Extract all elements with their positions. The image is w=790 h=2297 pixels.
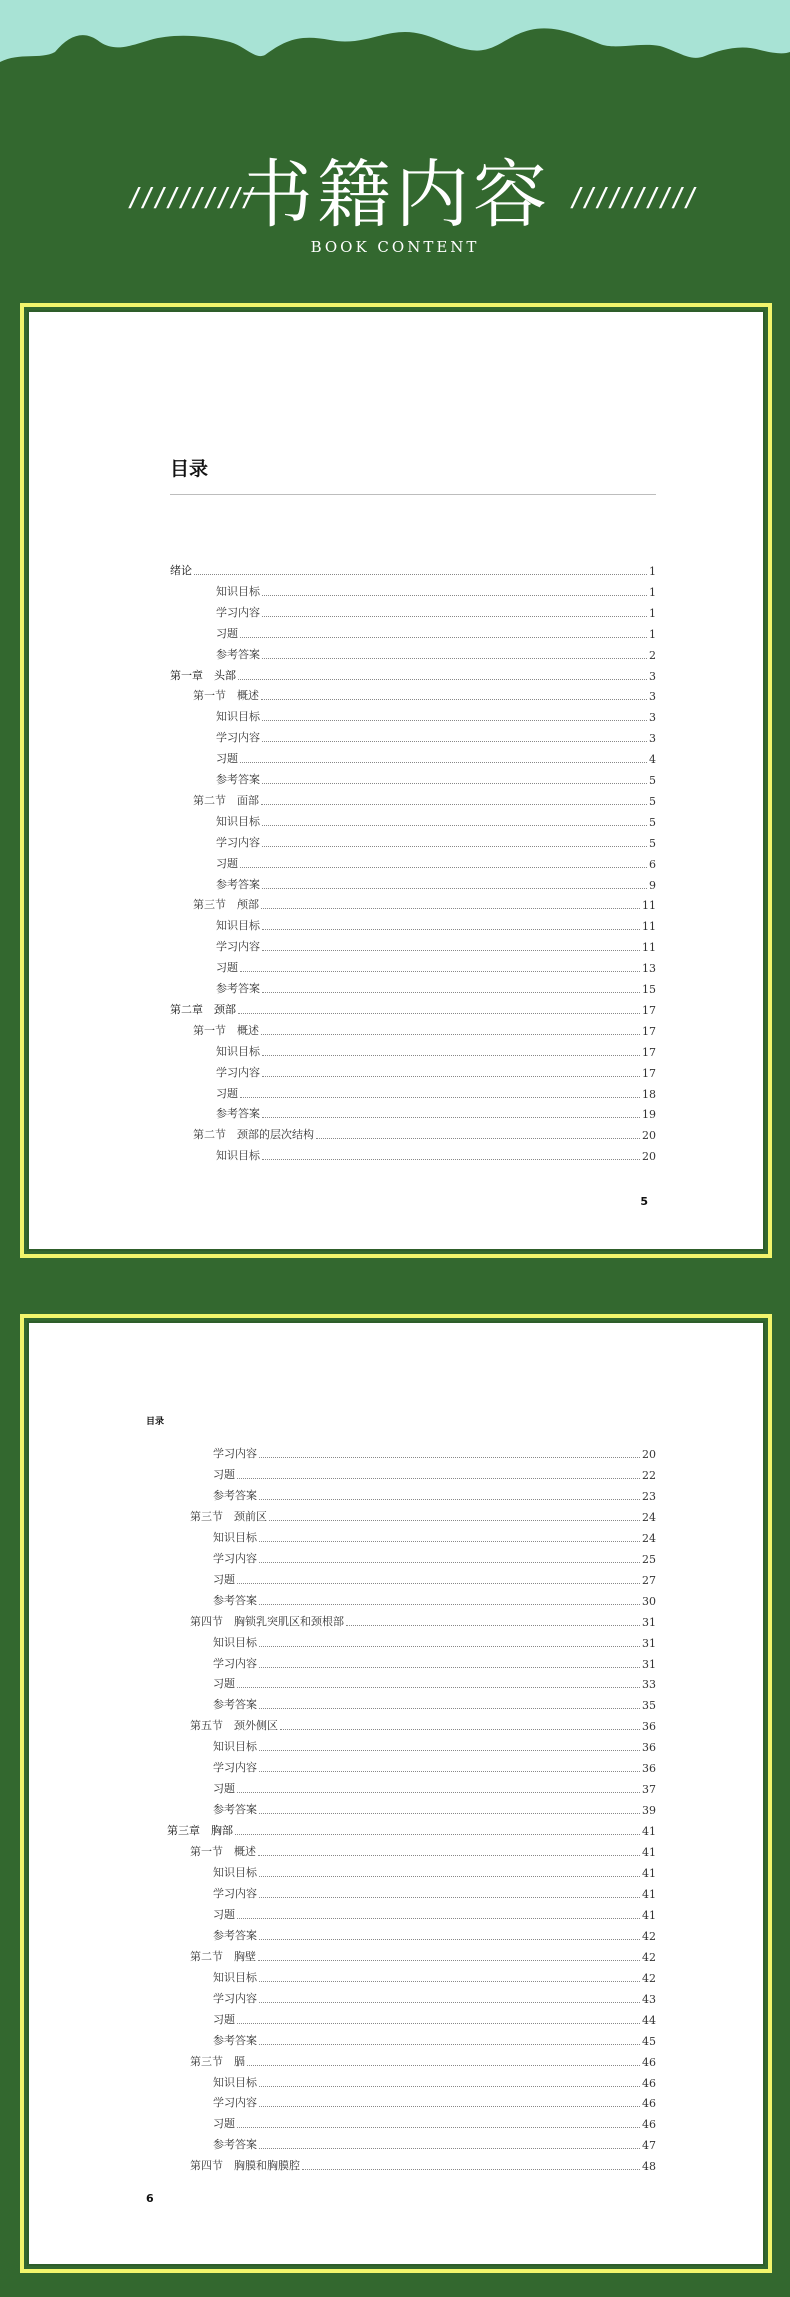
toc-entry-page: 3 xyxy=(649,732,656,746)
toc-entry-page: 5 xyxy=(649,794,656,808)
dot-leader xyxy=(240,637,647,638)
toc-entry xyxy=(213,1464,656,1482)
toc-entry-page: 22 xyxy=(642,1468,656,1482)
toc-entry xyxy=(170,560,656,578)
dot-leader xyxy=(262,1159,640,1160)
dot-leader xyxy=(259,1708,640,1709)
right-slash-decoration: ////////// xyxy=(569,183,696,213)
toc-entry-label: 学习内容 xyxy=(213,1886,257,1900)
toc-entry-label: 习题 xyxy=(213,1677,235,1691)
toc-entry xyxy=(170,665,656,683)
toc-entry xyxy=(213,1653,656,1671)
dot-leader xyxy=(262,658,647,659)
toc-entry-page: 36 xyxy=(642,1720,656,1734)
dot-leader xyxy=(262,1055,640,1056)
toc-entry-label: 第一节 概述 xyxy=(193,689,259,703)
toc-entry-page: 41 xyxy=(642,1887,656,1901)
toc-entry-page: 1 xyxy=(649,606,656,620)
toc-entry-page: 20 xyxy=(642,1448,656,1461)
toc-entry-label: 学习内容 xyxy=(216,1065,260,1079)
toc-entry-page: 41 xyxy=(642,1825,656,1839)
toc-entry-page: 46 xyxy=(642,2055,656,2069)
page-number: 5 xyxy=(640,1195,648,1208)
toc-list-page-2 xyxy=(24,1318,768,2269)
toc-entry-label: 知识目标 xyxy=(216,919,260,933)
toc-entry xyxy=(213,1925,656,1943)
toc-entry-label: 习题 xyxy=(216,1086,238,1100)
toc-entry-page: 13 xyxy=(642,962,656,976)
toc-entry-label: 学习内容 xyxy=(216,940,260,954)
toc-entry-label: 知识目标 xyxy=(213,2075,257,2089)
dot-leader xyxy=(262,825,647,826)
toc-entry-page: 24 xyxy=(642,1531,656,1545)
toc-entry-page: 27 xyxy=(642,1573,656,1587)
toc-entry xyxy=(190,1946,656,1964)
toc-entry xyxy=(216,915,656,933)
toc-entry-label: 参考答案 xyxy=(213,1593,257,1607)
dot-leader xyxy=(259,1876,640,1877)
toc-entry xyxy=(190,1611,656,1629)
toc-entry-page: 41 xyxy=(642,1867,656,1880)
toc-entry-label: 参考答案 xyxy=(213,1928,257,1942)
toc-entry-label: 参考答案 xyxy=(213,2033,257,2047)
toc-entry-page: 20 xyxy=(642,1150,656,1164)
toc-entry-label: 习题 xyxy=(216,856,238,870)
toc-entry-page: 46 xyxy=(642,2118,656,2132)
dot-leader xyxy=(262,888,647,889)
toc-entry-page: 42 xyxy=(642,1971,656,1985)
toc-entry-page: 30 xyxy=(642,1594,656,1608)
toc-entry xyxy=(213,1904,656,1922)
toc-entry-page: 1 xyxy=(649,585,656,599)
dot-leader xyxy=(262,846,647,847)
toc-entry-page: 31 xyxy=(642,1657,656,1671)
dot-leader xyxy=(259,1499,640,1500)
toc-entry xyxy=(213,1485,656,1503)
toc-entry-page: 48 xyxy=(642,2160,656,2174)
dot-leader xyxy=(262,783,647,784)
toc-entry xyxy=(193,894,656,912)
toc-entry-page: 37 xyxy=(642,1783,656,1797)
toc-entry-page: 4 xyxy=(649,753,656,767)
toc-entry-label: 参考答案 xyxy=(216,877,260,891)
toc-entry xyxy=(216,748,656,766)
toc-entry-page: 41 xyxy=(642,1908,656,1922)
toc-entry-page: 17 xyxy=(642,1066,656,1080)
toc-entry-label: 习题 xyxy=(216,626,238,640)
toc-entry xyxy=(216,602,656,620)
toc-entry-page: 24 xyxy=(642,1510,656,1524)
toc-entry-label: 参考答案 xyxy=(216,1107,260,1121)
toc-entry-page: 41 xyxy=(642,1846,656,1860)
toc-entry-label: 第三章 胸部 xyxy=(167,1824,233,1838)
toc-entry-page: 11 xyxy=(642,899,656,913)
toc-entry-label: 第四节 胸锁乳突肌区和颈根部 xyxy=(190,1614,344,1628)
toc-entry xyxy=(213,1988,656,2006)
toc-entry-page: 42 xyxy=(642,1950,656,1964)
toc-entry-label: 习题 xyxy=(213,1907,235,1921)
dot-leader xyxy=(262,1117,640,1118)
toc-entry xyxy=(213,1736,656,1754)
toc-entry-page: 46 xyxy=(642,2076,656,2090)
dot-leader xyxy=(237,1478,640,1479)
dot-leader xyxy=(259,1667,640,1668)
toc-entry xyxy=(216,1062,656,1080)
dot-leader xyxy=(262,950,640,951)
dot-leader xyxy=(259,1562,640,1563)
toc-entry xyxy=(213,1548,656,1566)
toc-entry-label: 参考答案 xyxy=(213,2138,257,2152)
dot-leader xyxy=(237,2127,640,2128)
toc-entry-label: 习题 xyxy=(216,961,238,975)
toc-entry-label: 第二节 面部 xyxy=(193,793,259,807)
toc-entry xyxy=(190,2155,656,2173)
toc-entry-label: 习题 xyxy=(213,2117,235,2131)
toc-entry xyxy=(213,2009,656,2027)
toc-entry-label: 知识目标 xyxy=(213,1866,257,1879)
toc-entry xyxy=(193,1124,656,1142)
dot-leader xyxy=(237,1687,640,1688)
toc-entry-label: 第一章 头部 xyxy=(170,668,236,682)
dot-leader xyxy=(235,1834,640,1835)
toc-entry xyxy=(213,1883,656,1901)
toc-entry-label: 知识目标 xyxy=(216,584,260,598)
toc-entry xyxy=(216,706,656,724)
dot-leader xyxy=(262,1076,640,1077)
toc-entry-label: 第一节 概述 xyxy=(190,1845,256,1859)
toc-entry xyxy=(216,957,656,975)
toc-entry-label: 第一节 概述 xyxy=(193,1023,259,1037)
toc-entry-label: 习题 xyxy=(216,752,238,766)
dot-leader xyxy=(240,971,640,972)
toc-entry-page: 31 xyxy=(642,1636,656,1650)
dot-leader xyxy=(259,1981,640,1982)
toc-entry-label: 知识目标 xyxy=(216,814,260,828)
toc-entry-page: 46 xyxy=(642,2097,656,2111)
dot-leader xyxy=(237,1583,640,1584)
dot-leader xyxy=(258,1855,640,1856)
toc-list-page-1 xyxy=(24,307,768,1254)
dot-leader xyxy=(316,1138,640,1139)
toc-entry-page: 3 xyxy=(649,711,656,725)
toc-entry-page: 15 xyxy=(642,983,656,996)
page-number: 6 xyxy=(146,2192,154,2205)
toc-entry xyxy=(216,874,656,892)
toc-entry-label: 参考答案 xyxy=(216,773,260,786)
dot-leader xyxy=(259,1646,640,1647)
toc-entry-page: 19 xyxy=(642,1108,656,1122)
running-head: 目录 xyxy=(146,1417,165,1427)
toc-entry-label: 知识目标 xyxy=(213,1970,257,1984)
toc-entry-label: 参考答案 xyxy=(213,1803,257,1817)
toc-entry-page: 5 xyxy=(649,836,656,850)
toc-entry-page: 31 xyxy=(642,1615,656,1629)
toc-entry-page: 1 xyxy=(649,565,656,578)
toc-entry-page: 25 xyxy=(642,1552,656,1566)
toc-entry-label: 学习内容 xyxy=(216,605,260,619)
toc-entry xyxy=(213,1590,656,1608)
dot-leader xyxy=(238,679,647,680)
toc-entry-label: 第四节 胸膜和胸膜腔 xyxy=(190,2159,300,2173)
left-slash-decoration: ////////// xyxy=(127,183,254,213)
toc-entry-label: 知识目标 xyxy=(213,1530,257,1544)
toc-entry-label: 习题 xyxy=(213,2012,235,2026)
toc-entry xyxy=(216,769,656,787)
dot-leader xyxy=(259,1750,640,1751)
dot-leader xyxy=(262,929,640,930)
dot-leader xyxy=(261,1034,640,1035)
toc-entry-label: 学习内容 xyxy=(213,1991,257,2005)
dot-leader xyxy=(259,1939,640,1940)
dot-leader xyxy=(261,699,647,700)
toc-entry xyxy=(213,2134,656,2152)
toc-entry-label: 学习内容 xyxy=(213,1551,257,1565)
toc-entry xyxy=(190,1715,656,1733)
toc-entry xyxy=(193,790,656,808)
dot-leader xyxy=(262,992,640,993)
toc-entry-page: 2 xyxy=(649,648,656,662)
toc-entry xyxy=(213,1443,656,1461)
dot-leader xyxy=(238,1013,640,1014)
toc-entry-label: 绪论 xyxy=(170,564,192,577)
toc-entry-label: 参考答案 xyxy=(213,1698,257,1712)
toc-entry-page: 44 xyxy=(642,2013,656,2027)
toc-entry-label: 第二章 颈部 xyxy=(170,1002,236,1016)
dot-leader xyxy=(237,1918,640,1919)
toc-entry-page: 3 xyxy=(649,669,656,683)
toc-entry-page: 36 xyxy=(642,1741,656,1755)
toc-entry-page: 5 xyxy=(649,774,656,787)
dot-leader xyxy=(259,2148,640,2149)
toc-entry-label: 学习内容 xyxy=(213,1447,257,1460)
toc-entry xyxy=(216,936,656,954)
toc-entry xyxy=(213,1694,656,1712)
toc-entry-label: 学习内容 xyxy=(216,835,260,849)
toc-entry-label: 第三节 颅部 xyxy=(193,898,259,912)
toc-entry-label: 学习内容 xyxy=(213,1656,257,1670)
toc-entry xyxy=(193,1020,656,1038)
dot-leader xyxy=(240,762,647,763)
dot-leader xyxy=(259,2044,640,2045)
dot-leader xyxy=(259,2106,640,2107)
dot-leader xyxy=(259,1604,640,1605)
toc-entry-page: 1 xyxy=(649,627,656,641)
toc-page-1 xyxy=(20,303,772,1258)
dot-leader xyxy=(262,720,647,721)
toc-entry-page: 6 xyxy=(649,857,656,871)
toc-entry xyxy=(190,1506,656,1524)
toc-entry xyxy=(213,2113,656,2131)
dot-leader xyxy=(259,1541,640,1542)
toc-entry-page: 42 xyxy=(642,1929,656,1943)
toc-entry-label: 习题 xyxy=(213,1467,235,1481)
toc-entry-label: 参考答案 xyxy=(213,1488,257,1502)
toc-heading: 目录 xyxy=(170,458,209,480)
banner-title: 书籍内容 xyxy=(239,152,551,238)
toc-entry xyxy=(190,1841,656,1859)
toc-entry-label: 第二节 胸壁 xyxy=(190,1949,256,1963)
toc-entry-page: 18 xyxy=(642,1087,656,1101)
toc-entry xyxy=(216,832,656,850)
toc-entry-label: 知识目标 xyxy=(213,1740,257,1754)
toc-entry-label: 第五节 颈外侧区 xyxy=(190,1719,278,1733)
toc-entry xyxy=(216,853,656,871)
dot-leader xyxy=(261,908,640,909)
toc-entry xyxy=(216,727,656,745)
toc-entry-page: 43 xyxy=(642,1992,656,2006)
toc-entry-page: 17 xyxy=(642,1045,656,1059)
toc-entry-page: 47 xyxy=(642,2139,656,2153)
header-hills-decoration xyxy=(0,0,790,120)
toc-entry-page: 17 xyxy=(642,1003,656,1017)
toc-entry-page: 11 xyxy=(642,941,656,955)
toc-entry-label: 习题 xyxy=(213,1782,235,1796)
toc-entry xyxy=(216,811,656,829)
dot-leader xyxy=(259,2086,640,2087)
dot-leader xyxy=(261,804,647,805)
dot-leader xyxy=(269,1520,640,1521)
toc-entry-label: 习题 xyxy=(213,1572,235,1586)
dot-leader xyxy=(240,1097,640,1098)
toc-entry xyxy=(213,1569,656,1587)
toc-entry xyxy=(216,644,656,662)
toc-entry xyxy=(170,999,656,1017)
toc-entry xyxy=(213,1778,656,1796)
toc-entry xyxy=(216,1103,656,1121)
dot-leader xyxy=(346,1625,640,1626)
toc-entry xyxy=(213,1527,656,1545)
toc-entry-page: 33 xyxy=(642,1678,656,1692)
dot-leader xyxy=(259,1813,640,1814)
toc-entry xyxy=(213,2030,656,2048)
toc-entry-label: 第三节 颈前区 xyxy=(190,1509,267,1523)
banner-subtitle: BOOK CONTENT xyxy=(310,238,480,256)
dot-leader xyxy=(302,2169,640,2170)
dot-leader xyxy=(262,741,647,742)
toc-page-2 xyxy=(20,1314,772,2273)
toc-entry-page: 11 xyxy=(642,920,656,934)
toc-entry-label: 参考答案 xyxy=(216,982,260,995)
toc-entry xyxy=(213,2092,656,2110)
dot-leader xyxy=(258,1960,640,1961)
toc-entry-page: 45 xyxy=(642,2034,656,2048)
toc-entry-label: 知识目标 xyxy=(216,710,260,724)
toc-entry xyxy=(167,1820,656,1838)
toc-entry-page: 23 xyxy=(642,1489,656,1503)
toc-entry-label: 学习内容 xyxy=(213,1761,257,1775)
toc-entry xyxy=(216,1145,656,1163)
toc-entry xyxy=(213,1799,656,1817)
toc-entry xyxy=(213,1673,656,1691)
toc-entry-page: 36 xyxy=(642,1762,656,1776)
toc-entry-page: 39 xyxy=(642,1804,656,1818)
toc-entry-page: 5 xyxy=(649,815,656,829)
dot-leader xyxy=(237,2023,640,2024)
toc-entry xyxy=(216,1041,656,1059)
dot-leader xyxy=(280,1729,640,1730)
toc-entry xyxy=(216,581,656,599)
toc-entry xyxy=(213,1862,656,1880)
dot-leader xyxy=(259,1457,640,1458)
dot-leader xyxy=(262,616,647,617)
toc-entry-label: 学习内容 xyxy=(216,731,260,745)
toc-entry xyxy=(216,1083,656,1101)
dot-leader xyxy=(262,595,647,596)
toc-entry-label: 知识目标 xyxy=(216,1044,260,1058)
toc-entry-label: 学习内容 xyxy=(213,2096,257,2110)
toc-entry-label: 第三节 膈 xyxy=(190,2054,245,2068)
toc-entry xyxy=(213,1632,656,1650)
dot-leader xyxy=(240,867,647,868)
toc-entry-page: 3 xyxy=(649,690,656,704)
toc-entry xyxy=(216,978,656,996)
toc-entry xyxy=(193,685,656,703)
dot-leader xyxy=(259,1771,640,1772)
toc-entry xyxy=(213,2072,656,2090)
dot-leader xyxy=(247,2065,640,2066)
toc-entry xyxy=(213,1757,656,1775)
toc-entry xyxy=(213,1967,656,1985)
dot-leader xyxy=(259,1897,640,1898)
toc-entry-label: 第二节 颈部的层次结构 xyxy=(193,1128,314,1142)
toc-entry xyxy=(190,2051,656,2069)
toc-entry-page: 35 xyxy=(642,1699,656,1713)
toc-entry-page: 20 xyxy=(642,1129,656,1143)
dot-leader xyxy=(237,1792,640,1793)
toc-entry-page: 17 xyxy=(642,1024,656,1038)
toc-entry-label: 知识目标 xyxy=(216,1149,260,1163)
toc-entry-label: 参考答案 xyxy=(216,647,260,661)
dot-leader xyxy=(194,574,647,575)
toc-entry-label: 知识目标 xyxy=(213,1635,257,1649)
toc-entry xyxy=(216,623,656,641)
dot-leader xyxy=(259,2002,640,2003)
toc-entry-page: 9 xyxy=(649,878,656,892)
